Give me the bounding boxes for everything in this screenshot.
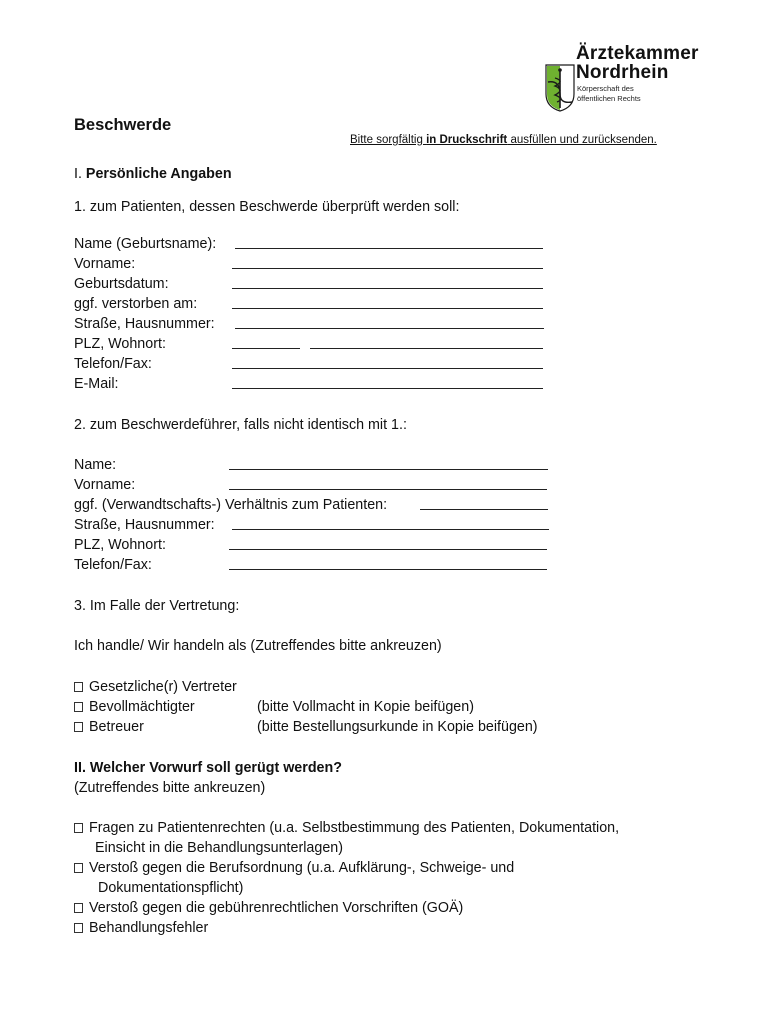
- patient-city-input-line[interactable]: [310, 348, 543, 349]
- checkbox-icon[interactable]: [74, 823, 83, 833]
- checkbox-icon[interactable]: [74, 903, 83, 913]
- complaint-option-patient-rights-line2: Einsicht in die Behandlungsunterlagen): [95, 840, 343, 856]
- field-label-complainant-street: Straße, Hausnummer:: [74, 517, 215, 533]
- patient-email-input-line[interactable]: [232, 388, 543, 389]
- field-label-street: Straße, Hausnummer:: [74, 316, 215, 332]
- field-label-complainant-zip-city: PLZ, Wohnort:: [74, 537, 166, 553]
- option-authorized-representative-note: (bitte Vollmacht in Kopie beifügen): [257, 699, 474, 715]
- patient-phone-input-line[interactable]: [232, 368, 543, 369]
- section-1-3-heading: 3. Im Falle der Vertretung:: [74, 598, 240, 614]
- fill-instruction: Bitte sorgfältig in Druckschrift ausfüllen und zurücksenden.: [350, 134, 657, 146]
- logo-org-name-line2: Nordrhein: [576, 62, 669, 83]
- field-label-zip-city: PLZ, Wohnort:: [74, 336, 166, 352]
- patient-zip-input-line[interactable]: [232, 348, 300, 349]
- section-1-1-heading: 1. zum Patienten, dessen Beschwerde überprüft werden soll:: [74, 199, 460, 215]
- checkbox-icon[interactable]: [74, 702, 83, 712]
- patient-deceased-input-line[interactable]: [232, 308, 543, 309]
- field-label-relationship: ggf. (Verwandtschafts-) Verhältnis zum Patienten:: [74, 497, 388, 513]
- patient-birthdate-input-line[interactable]: [232, 288, 543, 289]
- field-label-phone: Telefon/Fax:: [74, 356, 152, 372]
- complaint-option-patient-rights[interactable]: Fragen zu Patientenrechten (u.a. Selbstbestimmung des Patienten, Dokumentation,: [74, 818, 619, 838]
- checkbox-icon[interactable]: [74, 863, 83, 873]
- page-title: Beschwerde: [74, 116, 172, 134]
- option-custodian[interactable]: Betreuer: [74, 717, 144, 737]
- field-label-name: Name (Geburtsname):: [74, 236, 217, 252]
- complainant-firstname-input-line[interactable]: [229, 489, 547, 490]
- complaint-option-fee-regulations[interactable]: Verstoß gegen die gebührenrechtlichen Vorschriften (GOÄ): [74, 898, 463, 918]
- checkbox-icon[interactable]: [74, 682, 83, 692]
- complainant-name-input-line[interactable]: [229, 469, 548, 470]
- representation-prompt: Ich handle/ Wir handeln als (Zutreffendes bitte ankreuzen): [74, 638, 442, 654]
- complaint-option-professional-code[interactable]: Verstoß gegen die Berufsordnung (u.a. Aufklärung-, Schweige- und: [74, 858, 514, 878]
- section-2-subheading: (Zutreffendes bitte ankreuzen): [74, 780, 266, 796]
- field-label-complainant-firstname: Vorname:: [74, 477, 136, 493]
- complainant-zip-city-input-line[interactable]: [229, 549, 547, 550]
- patient-name-input-line[interactable]: [235, 248, 543, 249]
- field-label-complainant-phone: Telefon/Fax:: [74, 557, 152, 573]
- checkbox-icon[interactable]: [74, 722, 83, 732]
- field-label-birthdate: Geburtsdatum:: [74, 276, 169, 292]
- field-label-email: E-Mail:: [74, 376, 119, 392]
- complaint-option-malpractice[interactable]: Behandlungsfehler: [74, 918, 208, 938]
- field-label-firstname: Vorname:: [74, 256, 136, 272]
- complainant-relationship-input-line[interactable]: [420, 509, 548, 510]
- patient-firstname-input-line[interactable]: [232, 268, 543, 269]
- complaint-option-professional-code-line2: Dokumentationspflicht): [98, 880, 244, 896]
- option-authorized-representative[interactable]: Bevollmächtigter: [74, 697, 195, 717]
- logo-subtitle-line1: Körperschaft des: [577, 84, 634, 93]
- complainant-phone-input-line[interactable]: [229, 569, 547, 570]
- section-2-heading: II. Welcher Vorwurf soll gerügt werden?: [74, 760, 342, 776]
- aekno-shield-logo: [545, 64, 575, 112]
- section-1-2-heading: 2. zum Beschwerdeführer, falls nicht identisch mit 1.:: [74, 417, 407, 433]
- logo-subtitle-line2: öffentlichen Rechts: [577, 94, 641, 103]
- section-1-heading: I. Persönliche Angaben: [74, 166, 232, 182]
- patient-street-input-line[interactable]: [235, 328, 544, 329]
- complainant-street-input-line[interactable]: [232, 529, 549, 530]
- field-label-deceased: ggf. verstorben am:: [74, 296, 198, 312]
- logo-org-name-line1: Ärztekammer: [576, 43, 699, 64]
- field-label-complainant-name: Name:: [74, 457, 117, 473]
- checkbox-icon[interactable]: [74, 923, 83, 933]
- option-custodian-note: (bitte Bestellungsurkunde in Kopie beifügen): [257, 719, 538, 735]
- option-legal-guardian[interactable]: Gesetzliche(r) Vertreter: [74, 677, 237, 697]
